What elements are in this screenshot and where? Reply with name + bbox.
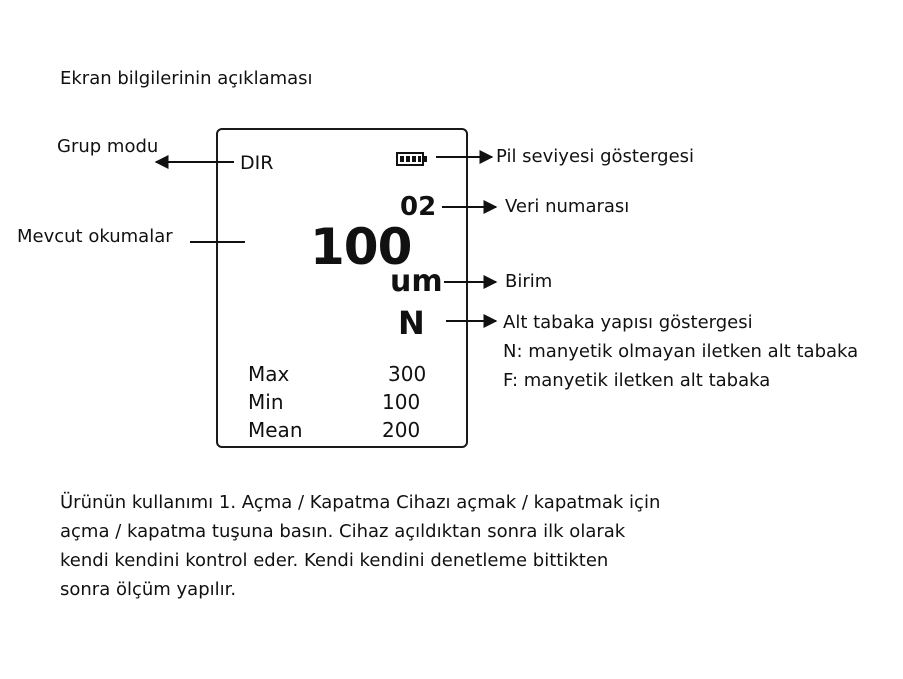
label-substrate-f: F: manyetik iletken alt tabaka <box>503 370 771 391</box>
paragraph-line: sonra ölçüm yapılır. <box>60 579 237 600</box>
label-unit: Birim <box>505 271 553 292</box>
stat-value-mean: 200 <box>382 418 421 442</box>
label-substrate-n: N: manyetik olmayan iletken alt tabaka <box>503 341 859 362</box>
usage-paragraph <box>60 488 740 604</box>
label-current-readings: Mevcut okumalar <box>17 226 173 247</box>
stat-value-min: 100 <box>382 390 421 414</box>
paragraph-line: açma / kapatma tuşuna basın. Cihaz açıldıktan sonra ilk olarak <box>60 521 626 542</box>
stat-value-max: 300 <box>388 362 427 386</box>
label-battery-indicator: Pil seviyesi göstergesi <box>496 146 695 167</box>
paragraph-line: kendi kendini kontrol eder. Kendi kendini denetleme bittikten <box>60 550 609 571</box>
unit-value: um <box>390 264 443 299</box>
current-reading-value: 100 <box>310 218 412 276</box>
label-substrate-indicator: Alt tabaka yapısı göstergesi <box>503 312 753 333</box>
stat-label-max: Max <box>248 362 290 386</box>
stat-label-min: Min <box>248 390 284 414</box>
label-group-mode: Grup modu <box>57 136 159 157</box>
page-heading: Ekran bilgilerinin açıklaması <box>60 68 313 89</box>
label-data-number: Veri numarası <box>505 196 630 217</box>
mode-indicator: DIR <box>240 152 274 174</box>
substrate-value: N <box>398 304 425 342</box>
data-number-value: 02 <box>400 192 437 222</box>
paragraph-line: Ürünün kullanımı 1. Açma / Kapatma Cihazı açmak / kapatmak için <box>60 492 661 513</box>
stat-label-mean: Mean <box>248 418 303 442</box>
